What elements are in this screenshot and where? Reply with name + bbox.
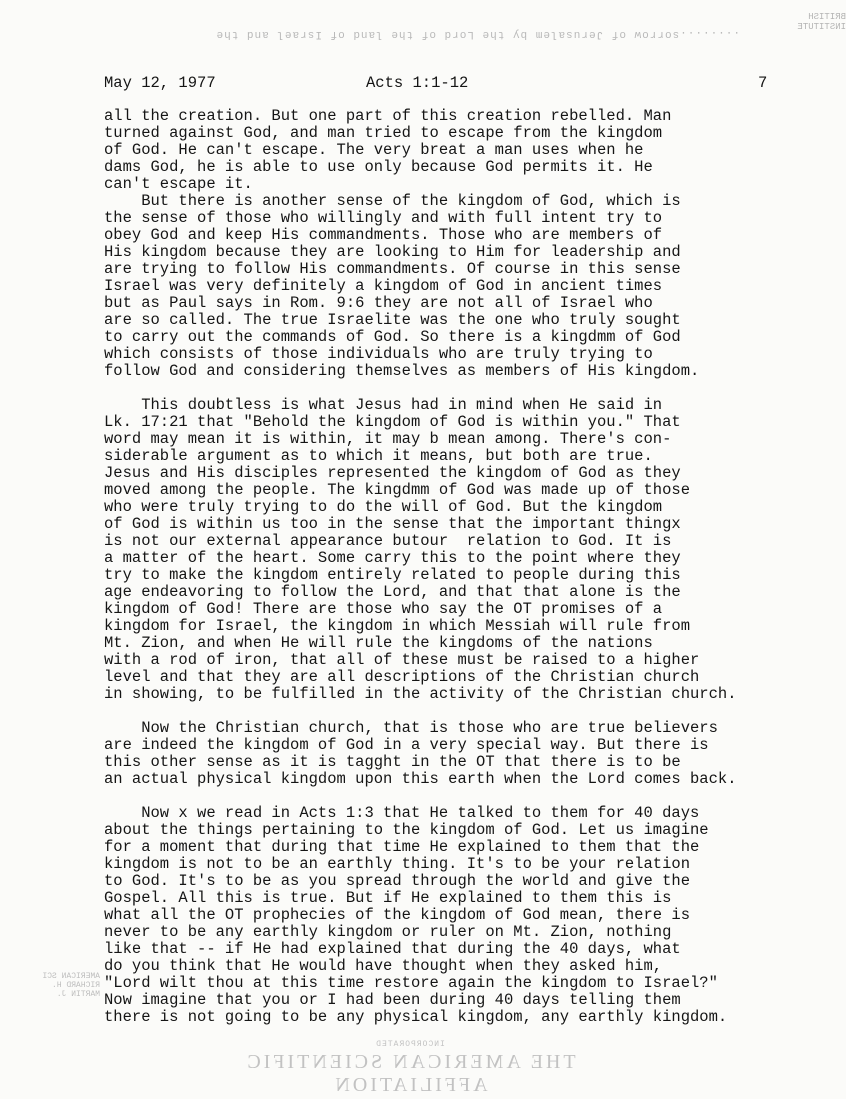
text-line: with a rod of iron, that all of these must be raised to a higher (104, 651, 700, 669)
text-line: are indeed the kingdom of God in a very special way. But there is (104, 736, 709, 754)
page-header (104, 74, 770, 94)
text-line: about the things pertaining to the kingdom of God. Let us imagine (104, 821, 709, 839)
text-line: word may mean it is within, it may b mean among. There's con- (104, 430, 672, 448)
text-line: "Lord wilt thou at this time restore again the kingdom to Israel?" (104, 974, 718, 992)
text-line: are trying to follow His commandments. Of course in this sense (104, 260, 681, 278)
bleed-through-left-line: AMERICAN SCI (42, 972, 100, 981)
header-date: May 12, 1977 (104, 74, 216, 92)
text-line: like that -- if He had explained that during the 40 days, what (104, 940, 681, 958)
text-line: what all the OT prophecies of the kingdom of God mean, there is (104, 906, 690, 924)
text-line: Lk. 17:21 that "Behold the kingdom of God is within you." That (104, 413, 681, 431)
bleed-through-incorporated: INCORPORATED (375, 1040, 445, 1049)
paragraph (104, 720, 794, 788)
bleed-through-left-line: MARTIN J. (56, 990, 100, 999)
text-line: kingdom is not to be an earthly thing. It's to be your relation (104, 855, 690, 873)
text-line: age endeavoring to follow the Lord, and that that alone is the (104, 583, 681, 601)
text-line: an actual physical kingdom upon this earth when the Lord comes back. (104, 770, 737, 788)
text-line: dams God, he is able to use only because God permits it. He (104, 158, 653, 176)
text-line: Mt. Zion, and when He will rule the kingdoms of the nations (104, 634, 653, 652)
paragraph-gap (104, 703, 794, 720)
paragraph (104, 805, 794, 1026)
text-line: Now the Christian church, that is those who are true believers (104, 719, 718, 737)
bleed-through-letterhead (165, 1040, 655, 1097)
text-line: do you think that He would have thought when they asked him, (104, 957, 663, 975)
text-line: the sense of those who willingly and with full intent try to (104, 209, 663, 227)
paragraph-gap (104, 788, 794, 805)
text-line: siderable argument as to which it means, but both are true. (104, 447, 653, 465)
text-line: is not our external appearance butour relation to God. It is (104, 532, 672, 550)
header-scripture-reference: Acts 1:1-12 (366, 74, 469, 92)
text-line: to God. It's to be as you spread through the world and give the (104, 872, 690, 890)
text-line: of God is within us too in the sense that the important thingx (104, 515, 681, 533)
text-line: try to make the kingdom entirely related to people during this (104, 566, 681, 584)
text-line: Jesus and His disciples represented the kingdom of God as they (104, 464, 681, 482)
text-line: obey God and keep His commandments. Those who are members of (104, 226, 663, 244)
paragraph-gap (104, 380, 794, 397)
text-line: Gospel. All this is true. But if He explained to them this is (104, 889, 672, 907)
bleed-through-left-line: RICHARD H. (51, 981, 100, 990)
text-line: for a moment that during that time He explained to them that the (104, 838, 700, 856)
text-line: can't escape it. (104, 175, 253, 193)
text-line: which consists of those individuals who are truly trying to (104, 345, 653, 363)
text-line: this other sense as it is tagght in the OT that there is to be (104, 753, 681, 771)
text-line: This doubtless is what Jesus had in mind when He said in (104, 396, 663, 414)
text-line: who were truly trying to do the will of God. But the kingdom (104, 498, 663, 516)
text-line: His kingdom because they are looking to Him for leadership and (104, 243, 681, 261)
text-line: but as Paul says in Rom. 9:6 they are not all of Israel who (104, 294, 653, 312)
text-line: follow God and considering themselves as members of His kingdom. (104, 362, 700, 380)
document-body (104, 108, 794, 1026)
page-number: 7 (758, 74, 768, 92)
bleed-through-top-right: BRITISH INSTITUTE (797, 12, 846, 32)
text-line: Now imagine that you or I had been during 40 days telling them (104, 991, 681, 1009)
text-line: all the creation. But one part of this creation rebelled. Man (104, 107, 672, 125)
text-line: But there is another sense of the kingdom of God, which is (104, 192, 681, 210)
text-line: Israel was very definitely a kingdom of God in ancient times (104, 277, 663, 295)
text-line: of God. He can't escape. The very breat a man uses when he (104, 141, 644, 159)
text-line: turned against God, and man tried to escape from the kingdom (104, 124, 663, 142)
text-line: are so called. The true Israelite was the one who truly sought (104, 311, 681, 329)
text-line: moved among the people. The kingdmm of God was made up of those (104, 481, 690, 499)
paragraph (104, 108, 794, 193)
text-line: kingdom for Israel, the kingdom in which Messiah will rule from (104, 617, 690, 635)
text-line: never to be any earthly kingdom or ruler on Mt. Zion, nothing (104, 923, 672, 941)
paragraph (104, 193, 794, 380)
text-line: kingdom of God! There are those who say the OT promises of a (104, 600, 663, 618)
text-line: Now x we read in Acts 1:3 that He talked to them for 40 days (104, 804, 700, 822)
text-line: level and that they are all descriptions of the Christian church (104, 668, 700, 686)
bleed-through-left-letterhead (20, 972, 100, 999)
text-line: in showing, to be fulfilled in the activity of the Christian church. (104, 685, 737, 703)
text-line: there is not going to be any physical kingdom, any earthly kingdom. (104, 1008, 728, 1026)
text-line: a matter of the heart. Some carry this to the point where they (104, 549, 681, 567)
bleed-through-organization-name: THE AMERICAN SCIENTIFIC AFFILIATION (244, 1051, 576, 1096)
bleed-through-top-text: ........sorrow of Jerusalem by the Lord of the land of Israel and the (215, 28, 740, 40)
text-line: to carry out the commands of God. So there is a kingdmm of God (104, 328, 681, 346)
paragraph (104, 397, 794, 703)
